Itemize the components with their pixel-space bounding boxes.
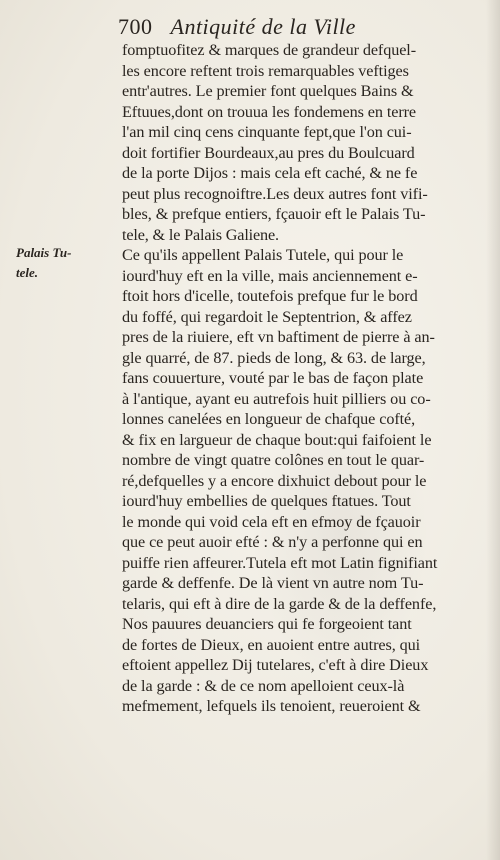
text-line: de la porte Dijos : mais cela eft caché, & ne fe [122, 164, 418, 182]
text-line: nombre de vingt quatre colônes en tout le quar- [122, 451, 425, 469]
text-line: Ce qu'ils appellent Palais Tutele, qui pour le [122, 246, 404, 264]
text-line: les encore reftent trois remarquables veftiges [122, 61, 409, 80]
text-line: puiffe rien affeurer.Tutela eft mot Latin fignifiant [122, 553, 438, 572]
text-line: garde & deffenfe. De là vient vn autre nom Tu- [122, 574, 424, 592]
text-line: de fortes de Dieux, en auoient entre autres, qui [122, 635, 421, 654]
running-title: Antiquité de la Ville [170, 14, 356, 39]
text-line: lonnes canelées en longueur de chafque cofté, [122, 410, 416, 428]
margin-note-line: tele. [16, 265, 39, 280]
text-line: bles, & prefque entiers, fçauoir eft le Palais Tu- [122, 205, 426, 223]
text-line: pres de la riuiere, eft vn baftiment de pierre à an- [122, 328, 435, 346]
text-line: telaris, qui eft à dire de la garde & de la deffenfe, [122, 594, 437, 613]
text-line: eftoient appellez Dij tutelares, c'eft à dire Dieux [122, 656, 429, 674]
page-edge-shadow [486, 0, 500, 860]
text-line: iourd'huy eft en la ville, mais anciennement e- [122, 266, 418, 285]
text-line: ré,defquelles y a encore dixhuict debout pour le [122, 471, 427, 490]
text-line: du foffé, qui regardoit le Septentrion, & affez [122, 307, 412, 326]
body-text [122, 40, 482, 717]
text-line: peut plus recognoiftre.Les deux autres font vifi- [122, 184, 428, 203]
margin-note-line: Palais Tu- [16, 245, 72, 260]
text-line: l'an mil cinq cens cinquante fept,que l'on cui- [122, 123, 412, 141]
page-number: 700 [118, 14, 153, 39]
text-line: Eftuues,dont on trouua les fondemens en terre [122, 102, 417, 121]
margin-note [16, 243, 116, 283]
text-line: à l'antique, ayant eu autrefois huit pilliers ou co- [122, 389, 431, 408]
text-line: ftoit hors d'icelle, toutefois prefque fur le bord [122, 287, 418, 305]
text-line: entr'autres. Le premier font quelques Bains & [122, 82, 414, 100]
text-line: fomptuofitez & marques de grandeur defquel- [122, 41, 417, 59]
text-line: gle quarré, de 87. pieds de long, & 63. de large, [122, 348, 426, 367]
text-line: de la garde : & de ce nom apelloient ceux-là [122, 676, 405, 695]
text-line: tele, & le Palais Galiene. [122, 225, 279, 244]
text-line: & fix en largueur de chaque bout:qui faifoient le [122, 430, 432, 449]
text-line: doit fortifier Bourdeaux,au pres du Boulcuard [122, 143, 415, 162]
text-line: que ce peut auoir efté : & n'y a perfonne qui en [122, 533, 423, 551]
text-line: Nos pauures deuanciers qui fe forgeoient tant [122, 615, 412, 633]
text-line: le monde qui void cela eft en efmoy de fçauoir [122, 512, 421, 531]
text-line: iourd'huy embellies de quelques ftatues. Tout [122, 492, 411, 510]
text-line: fans couuerture, vouté par le bas de façon plate [122, 369, 424, 387]
text-line: mefmement, lefquels ils tenoient, reueroient & [122, 697, 421, 715]
